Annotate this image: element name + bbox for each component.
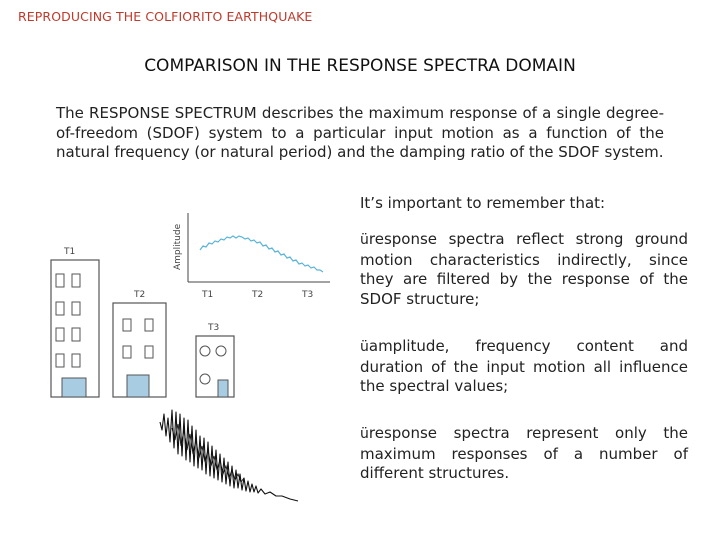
door (62, 378, 86, 397)
door (127, 375, 149, 397)
checkmark-icon: ü (360, 426, 369, 442)
checkmark-icon: ü (360, 232, 369, 248)
building-medium (113, 290, 166, 397)
bullet-text: amplitude, frequency content and duration of the input motion all influence the spectral values; (360, 337, 688, 395)
response-spectrum-plot (173, 213, 330, 300)
building-label: T1 (64, 247, 76, 257)
door (218, 380, 228, 397)
building-tall (51, 247, 99, 397)
intro-paragraph: The RESPONSE SPECTRUM describes the maximum response of a single degree-of-freedom (SDOF) system to a particular input motion as a function of the natural frequency (or natural period) and the damping ratio of the SDOF system. (56, 104, 664, 161)
x-tick-label: T3 (302, 290, 314, 300)
page-title: COMPARISON IN THE RESPONSE SPECTRA DOMAIN (144, 56, 576, 76)
header-title: REPRODUCING THE COLFIORITO EARTHQUAKE (18, 9, 313, 24)
building-small (196, 323, 234, 397)
spectrum-curve (200, 236, 323, 272)
building-label: T2 (134, 290, 146, 300)
seismogram (160, 410, 298, 501)
x-tick-label: T2 (252, 290, 264, 300)
bullet-text: response spectra reflect strong ground motion characteristics indirectly, since they are filtered by the response of the SDOF structure; (360, 230, 688, 308)
y-axis-label: Amplitude (173, 223, 183, 270)
checkmark-icon: ü (360, 339, 369, 355)
x-tick-label: T1 (202, 290, 214, 300)
building-label: T3 (208, 323, 220, 333)
remember-heading: It’s important to remember that: (360, 194, 606, 212)
bullet-text: response spectra represent only the maximum responses of a number of different structures. (360, 424, 688, 482)
